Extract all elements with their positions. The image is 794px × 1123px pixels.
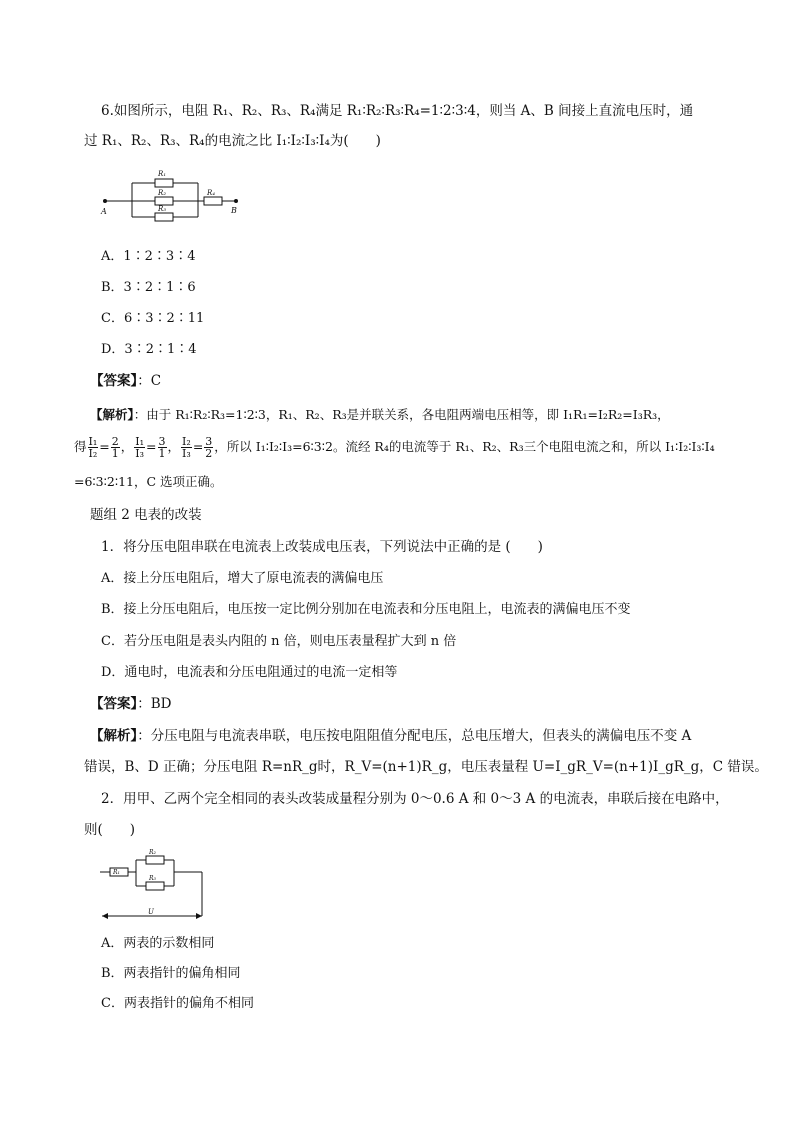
- q6-stem-line2: 过 R₁、R₂、R₃、R₄的电流之比 I₁∶I₂∶I₃∶I₄为( ): [84, 133, 381, 149]
- q6-option-b: B．3∶2∶1∶6: [101, 280, 196, 295]
- q2-label-r2: R₂: [149, 849, 156, 856]
- q6-label-a: A: [101, 207, 107, 216]
- q1-answer-label: 【答案】: [90, 696, 138, 712]
- q2-option-a: A．两表的示数相同: [101, 936, 215, 951]
- q6-label-b: B: [231, 206, 237, 215]
- q6-label-r1: R₁: [158, 170, 167, 178]
- q1-option-c: C．若分压电阻是表头内阻的 n 倍，则电压表量程扩大到 n 倍: [101, 634, 457, 649]
- q6-stem-line1: 6.如图所示，电阻 R₁、R₂、R₃、R₄满足 R₁∶R₂∶R₃∶R₄=1∶2∶3∶4，则当 A、B 间接上直流电压时，通: [101, 103, 694, 119]
- q6-answer: [90, 371, 161, 391]
- q6-answer-label: 【答案】: [90, 373, 138, 389]
- q1-option-a: A．接上分压电阻后，增大了原电流表的满偏电压: [101, 571, 384, 586]
- q2-stem-line2: 则( ): [84, 822, 136, 838]
- q6-analysis-post: ，所以 I₁∶I₂∶I₃=6∶3∶2。流经 R₄的电流等于 R₁、R₂、R₃三个电阻电流之和，所以 I₁∶I₂∶I₃∶I₄: [214, 439, 715, 454]
- q1-option-d: D．通电时，电流表和分压电阻通过的电流一定相等: [101, 665, 398, 680]
- fraction-3-1: $\frac{3}{1}$: [158, 435, 166, 460]
- q1-stem: 1．将分压电阻串联在电流表上改装成电压表，下列说法中正确的是 ( ): [101, 539, 543, 555]
- q6-analysis-text1: ：由于 R₁∶R₂∶R₃=1∶2∶3，R₁、R₂、R₃是并联关系，各电阻两端电压相等，即 I₁R₁=I₂R₂=I₃R₃，: [133, 407, 670, 422]
- q6-analysis-label: 【解析】: [90, 407, 134, 422]
- q1-analysis-text1: ：分压电阻与电流表串联，电压按电阻阻值分配电压，总电压增大，但表头的满偏电压不变 A: [137, 728, 692, 744]
- q2-circuit-diagram: [96, 843, 216, 923]
- q2-label-u: U: [148, 908, 154, 916]
- fraction-2-1: $\frac{2}{1}$: [111, 435, 119, 460]
- q6-analysis-line3: =6∶3∶2∶11，C 选项正确。: [74, 474, 223, 489]
- q6-analysis-pre: 得: [74, 439, 87, 454]
- q1-answer-value: ：BD: [137, 696, 172, 712]
- q2-label-r3: R₃: [149, 875, 156, 882]
- fraction-i1-i2: $\frac{\text{I₁}}{\text{I₂}}$: [88, 435, 98, 460]
- q6-answer-value: ：C: [137, 373, 162, 389]
- q2-option-c: C．两表指针的偏角不相同: [101, 996, 254, 1011]
- q1-analysis-line2: 错误，B、D 正确；分压电阻 R=nR_g时，R_V=(n+1)R_g，电压表量程 U=I_gR_V=(n+1)I_gR_g，C 错误。: [84, 759, 768, 775]
- q6-analysis-line2: 得 $\frac{\text{I₁}}{\text{I₂}}$ = $\frac{2}{1}$ ， $\frac{\text{I₁}}{\text{I₃}}$ = $\frac{3}{1}$ ， $\frac{\text{I₂}}{\text{I₃}}$ = $\frac{3}{2}$ ，所以 I₁∶I₂∶I₃=6∶3∶2。流经 R₄的电流等于 R₁、R₂、R₃三个电阻电流之和，所以 I₁∶I₂∶I₃∶I₄: [74, 435, 715, 460]
- q6-label-r2: R₂: [158, 189, 167, 197]
- q6-option-c: C．6∶3∶2∶11: [101, 311, 205, 326]
- q2-option-b: B．两表指针的偏角相同: [101, 966, 241, 981]
- group2-title: 题组 2 电表的改装: [90, 507, 202, 523]
- q6-circuit-diagram: [100, 164, 250, 224]
- fraction-3-2: $\frac{3}{2}$: [205, 435, 213, 460]
- q2-label-r1: R₁: [113, 869, 120, 876]
- fraction-i1-i3: $\frac{\text{I₁}}{\text{I₃}}$: [135, 435, 145, 460]
- q6-option-d: D．3∶2∶1∶4: [101, 342, 197, 357]
- q1-analysis-label: 【解析】: [90, 728, 138, 744]
- q6-label-r4: R₄: [207, 189, 216, 197]
- q1-option-b: B．接上分压电阻后，电压按一定比例分别加在电流表和分压电阻上，电流表的满偏电压不变: [101, 602, 631, 617]
- fraction-i2-i3: $\frac{\text{I₂}}{\text{I₃}}$: [182, 435, 191, 460]
- q1-analysis-line1: [90, 726, 691, 746]
- q6-label-r3: R₃: [158, 205, 167, 213]
- q1-answer: [90, 694, 172, 714]
- q2-stem-line1: 2．用甲、乙两个完全相同的表头改装成量程分别为 0～0.6 A 和 0～3 A 的电流表，串联后接在电路中，: [101, 791, 729, 807]
- q6-option-a: A．1∶2∶3∶4: [101, 249, 196, 264]
- q6-analysis-line1: [90, 405, 670, 425]
